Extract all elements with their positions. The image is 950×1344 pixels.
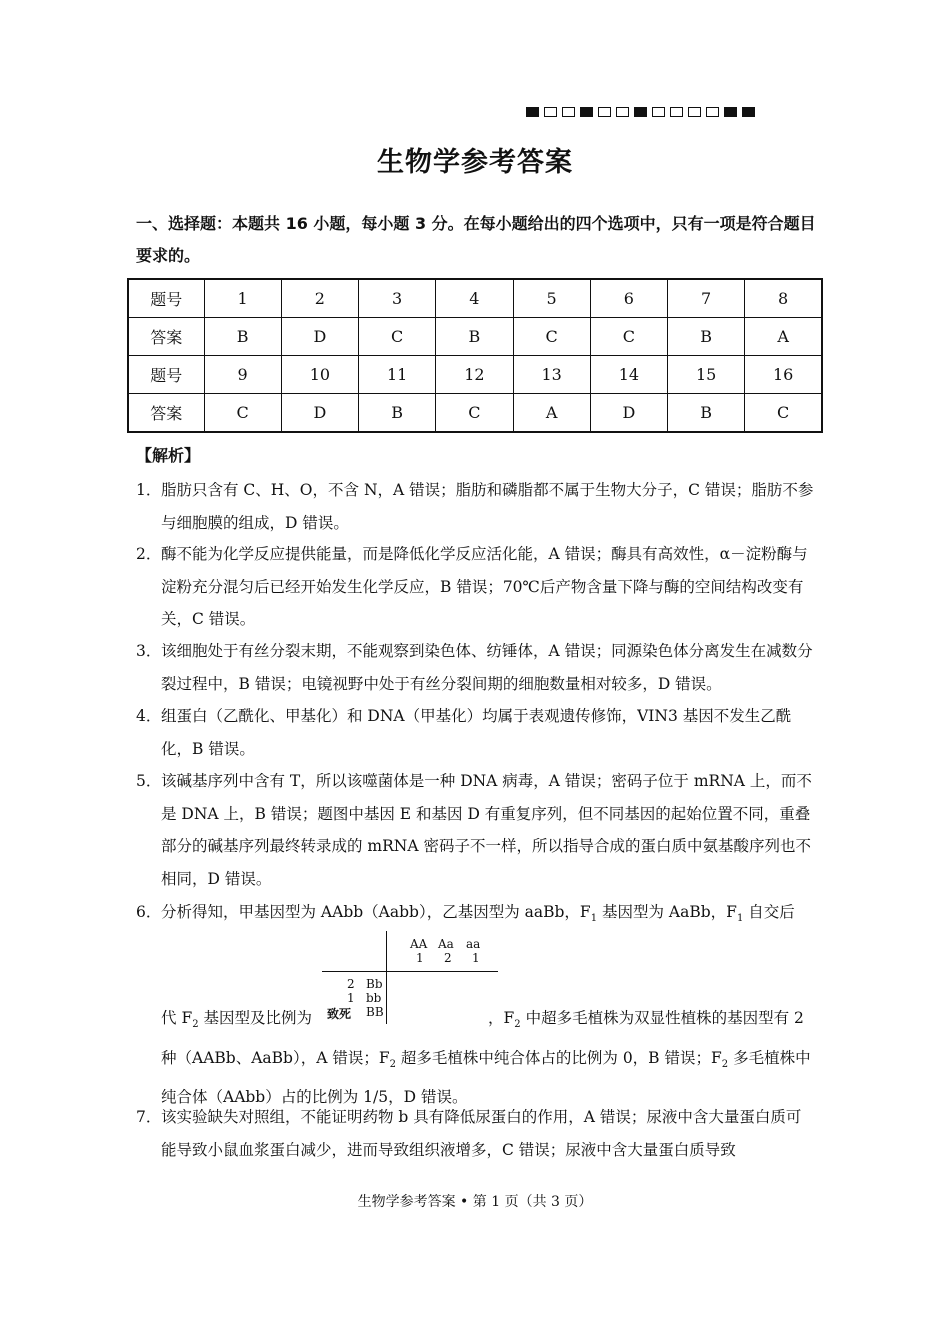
item-number: 2．: [136, 545, 162, 563]
text-run: 多毛植株中纯合体（AAbb）占的比例为 1/5，D 错误。: [161, 1048, 811, 1107]
f1-label: F: [726, 903, 737, 921]
answer-cell: C: [745, 394, 822, 433]
answer-cell: B: [436, 318, 513, 356]
col-ratio: 1: [416, 951, 424, 965]
row-label: 题号: [128, 279, 204, 318]
analysis-item-4: [136, 700, 816, 765]
lethal-label: 致死: [327, 1007, 352, 1021]
empty-mark: [670, 107, 683, 117]
f1-label: F: [579, 903, 591, 921]
answer-cell: B: [668, 394, 745, 433]
row-ratio: 1: [347, 991, 355, 1005]
section-1-heading: 一、选择题：本题共 16 小题，每小题 3 分。在每小题给出的四个选项中，只有一项是符合题目要求的。: [136, 214, 816, 265]
answer-cell: D: [590, 394, 667, 433]
page-footer: 生物学参考答案 • 第 1 页（共 3 页）: [357, 1194, 593, 1210]
empty-mark: [544, 107, 557, 117]
answer-cell: C: [359, 318, 436, 356]
question-number: 4: [436, 279, 513, 318]
table-row: [128, 356, 822, 394]
analysis-item-7: [136, 1101, 816, 1166]
answer-table: [127, 278, 823, 433]
item-text: 该实验缺失对照组，不能证明药物 b 具有降低尿蛋白的作用，A 错误；尿液中含大量蛋白质可能导致小鼠血浆蛋白减少，进而导致组织液增多，C 错误；尿液中含大量蛋白质导致: [161, 1108, 802, 1159]
text-run: 基因型为 AaBb，: [597, 903, 727, 921]
answer-cell: D: [281, 394, 358, 433]
analysis-item-2: [136, 538, 816, 636]
row-genotype: bb: [366, 991, 382, 1005]
empty-mark: [598, 107, 611, 117]
text-run: 基因型及比例为: [198, 1009, 313, 1027]
page-title: 生物学参考答案: [377, 147, 573, 178]
item-number: 7．: [136, 1108, 162, 1126]
item-text: 该细胞处于有丝分裂末期，不能观察到染色体、纺锤体，A 错误；同源染色体分离发生在减数分裂过程中，B 错误；电镜视野中处于有丝分裂间期的细胞数量相对较多，D 错误。: [161, 642, 813, 693]
question-number: 11: [359, 356, 436, 394]
f2-label: F: [503, 1009, 515, 1027]
question-number: 15: [668, 356, 745, 394]
text-run: 中超多毛植株为双显性植株的基因型有 2 种（AABb、AaBb），A 错误；: [161, 1009, 804, 1067]
empty-mark: [706, 107, 719, 117]
question-number: 8: [745, 279, 822, 318]
question-number: 1: [204, 279, 281, 318]
empty-mark: [616, 107, 629, 117]
question-number: 16: [745, 356, 822, 394]
item-number: 5．: [136, 772, 162, 790]
question-number: 13: [513, 356, 590, 394]
analysis-item-1: [136, 474, 816, 539]
subscript: 2: [389, 1058, 396, 1070]
question-number: 9: [204, 356, 281, 394]
f2-label: F: [181, 1009, 193, 1027]
text-run: 代: [161, 1009, 182, 1027]
empty-mark: [562, 107, 575, 117]
filled-mark: [580, 107, 593, 117]
text-run: 自交后: [743, 903, 795, 921]
item-text: [161, 896, 816, 936]
empty-mark: [652, 107, 665, 117]
question-number: 2: [281, 279, 358, 318]
item-text: 该碱基序列中含有 T，所以该噬菌体是一种 DNA 病毒，A 错误；密码子位于 mRNA 上，而不是 DNA 上，B 错误；题图中基因 E 和基因 D 有重复序列，但不同基因的起始位置不同，重叠部分的碱基序列最终转录成的 mRNA 密码子不一样，所以指导合成的蛋白质中氨基酸序列也不相同，D 错误。: [161, 772, 812, 888]
subscript: 2: [514, 1019, 521, 1031]
subscript: 1: [590, 913, 598, 925]
subscript: 1: [736, 913, 744, 925]
analysis-item-6-cont: [136, 1002, 816, 1114]
table-row: [128, 279, 822, 318]
answer-cell: C: [513, 318, 590, 356]
subscript: 2: [192, 1019, 199, 1031]
answer-cell: A: [745, 318, 822, 356]
question-number: 5: [513, 279, 590, 318]
row-ratio: 2: [347, 977, 355, 991]
item-number: 4．: [136, 707, 162, 725]
item-number: 3．: [136, 642, 162, 660]
question-number: 6: [590, 279, 667, 318]
row-label: 题号: [128, 356, 204, 394]
question-number: 12: [436, 356, 513, 394]
header-marks: [526, 107, 755, 117]
divider: [322, 971, 498, 972]
answer-cell: A: [513, 394, 590, 433]
text-run: 分析得知，甲基因型为 AAbb（Aabb），乙基因型为 aaBb，: [161, 903, 580, 921]
answer-cell: B: [668, 318, 745, 356]
row-genotype: BB: [366, 1005, 384, 1019]
empty-mark: [688, 107, 701, 117]
row-label: 答案: [128, 318, 204, 356]
col-ratio: 2: [444, 951, 452, 965]
question-number: 10: [281, 356, 358, 394]
filled-mark: [742, 107, 755, 117]
question-number: 7: [668, 279, 745, 318]
item-number: 6．: [136, 903, 162, 921]
question-number: 14: [590, 356, 667, 394]
col-genotype: aa: [466, 937, 481, 951]
subscript: 2: [721, 1058, 729, 1070]
analysis-item-5: [136, 765, 816, 895]
col-genotype: Aa: [438, 937, 454, 951]
row-label: 答案: [128, 394, 204, 433]
f2-label: F: [378, 1048, 390, 1067]
answer-cell: C: [436, 394, 513, 433]
col-genotype: AA: [410, 937, 428, 951]
analysis-item-6: [136, 896, 816, 936]
item-text: [161, 1002, 816, 1114]
table-row: [128, 394, 822, 433]
answer-cell: B: [359, 394, 436, 433]
table-row: [128, 318, 822, 356]
text-run: 超多毛植株中纯合体占的比例为 0，B 错误；: [395, 1048, 712, 1067]
filled-mark: [634, 107, 647, 117]
question-number: 3: [359, 279, 436, 318]
analysis-item-3: [136, 635, 816, 700]
filled-mark: [724, 107, 737, 117]
col-ratio: 1: [472, 951, 480, 965]
row-genotype: Bb: [366, 977, 383, 991]
f2-label: F: [711, 1048, 722, 1067]
item-number: 1．: [136, 481, 162, 499]
analysis-heading: 【解析】: [136, 446, 201, 465]
answer-cell: B: [204, 318, 281, 356]
filled-mark: [526, 107, 539, 117]
answer-cell: C: [590, 318, 667, 356]
item-text: 脂肪只含有 C、H、O，不含 N，A 错误；脂肪和磷脂都不属于生物大分子，C 错误；脂肪不参与细胞膜的组成，D 错误。: [161, 481, 814, 532]
item-text: 组蛋白（乙酰化、甲基化）和 DNA（甲基化）均属于表观遗传修饰，VIN3 基因不发生乙酰化，B 错误。: [161, 707, 792, 758]
text-run: ，: [488, 1009, 504, 1027]
answer-cell: D: [281, 318, 358, 356]
answer-cell: C: [204, 394, 281, 433]
item-text: 酶不能为化学反应提供能量，而是降低化学反应活化能，A 错误；酶具有高效性，α－淀粉酶与淀粉充分混匀后已经开始发生化学反应，B 错误；70℃后产物含量下降与酶的空间结构改变有关，C 错误。: [161, 545, 808, 628]
